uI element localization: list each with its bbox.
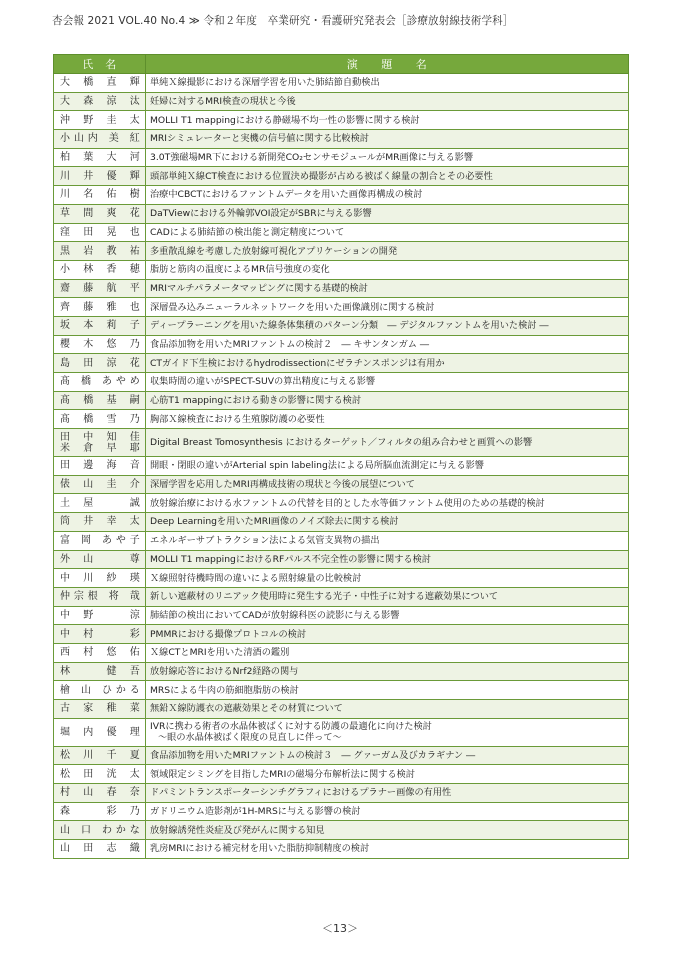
presentation-title-cell <box>146 429 629 457</box>
presentation-title-cell <box>146 167 629 186</box>
presentation-title-cell <box>146 681 629 700</box>
student-name: 西 村 悠 佑 <box>60 647 140 659</box>
student-name-cell <box>54 700 146 719</box>
presentation-title-cell <box>146 316 629 335</box>
student-name-cell <box>54 625 146 644</box>
student-name-cell <box>54 765 146 784</box>
presentation-table <box>53 54 629 859</box>
table-row <box>54 457 629 476</box>
presentation-title: PMMRにおける撮像プロトコルの検討 <box>150 628 307 640</box>
table-row <box>54 531 629 550</box>
student-name-cell <box>54 784 146 803</box>
presentation-title-cell <box>146 74 629 93</box>
student-name-cell <box>54 802 146 821</box>
table-row <box>54 74 629 93</box>
presentation-title: 3.0T強磁場MR下における新開発CO₂センサモジュールがMR画像に与える影響 <box>150 152 474 164</box>
table-header-row <box>54 55 629 74</box>
student-name: 坂 本 莉 子 <box>60 320 140 332</box>
presentation-title-cell <box>146 354 629 373</box>
presentation-title: 食品添加物を用いたMRIファントムの検討３ ― グァーガム及びカラギナン ― <box>150 750 476 762</box>
student-name-cell <box>54 316 146 335</box>
table-row <box>54 746 629 765</box>
student-name-cell <box>54 643 146 662</box>
presentation-title: 開眼・閉眼の違いがArterial spin labeling法による局所脳血流測定に与える影響 <box>150 460 484 472</box>
student-name-cell <box>54 531 146 550</box>
student-name-cell <box>54 242 146 261</box>
table-row <box>54 569 629 588</box>
presentation-title: MOLLI T1 mappingにおける静磁場不均一性の影響に関する検討 <box>150 114 420 126</box>
presentation-title-cell <box>146 204 629 223</box>
student-name: 齋 藤 航 平 <box>60 282 140 294</box>
table-row <box>54 279 629 298</box>
student-name: 古 家 稚 菜 <box>60 703 140 715</box>
table-row <box>54 223 629 242</box>
presentation-title-cell <box>146 606 629 625</box>
student-name: 米 倉 早 耶 <box>60 442 140 454</box>
presentation-title-cell <box>146 513 629 532</box>
student-name-cell <box>54 569 146 588</box>
presentation-title-cell <box>146 298 629 317</box>
presentation-title: Ｘ線CTとMRIを用いた清酒の鑑別 <box>150 647 290 659</box>
student-name-cell <box>54 167 146 186</box>
presentation-title: 多重散乱線を考慮した放射線可視化アプリケーションの開発 <box>150 245 398 257</box>
presentation-title-cell <box>146 457 629 476</box>
table-row <box>54 242 629 261</box>
student-name-cell <box>54 223 146 242</box>
column-header-title: 演 題 名 <box>146 55 629 74</box>
table-row <box>54 494 629 513</box>
student-name-cell <box>54 681 146 700</box>
student-name: 島 田 涼 花 <box>60 357 140 369</box>
presentation-title-cell <box>146 784 629 803</box>
presentation-title: Deep Learningを用いたMRI画像のノイズ除去に関する検討 <box>150 516 399 528</box>
presentation-title: Digital Breast Tomosynthesis におけるターゲット／フィルタの組み合わせと画質への影響 <box>150 437 533 449</box>
table-row <box>54 840 629 859</box>
table-row <box>54 373 629 392</box>
presentation-title-cell <box>146 373 629 392</box>
student-name-cell <box>54 74 146 93</box>
presentation-title: 単純Ｘ線撮影における深層学習を用いた肺結節自動検出 <box>150 77 380 89</box>
student-name-cell <box>54 204 146 223</box>
running-header: 杏会報 2021 VOL.40 No.4 ≫ 令和２年度 卒業研究・看護研究発表会［診療放射線技術学科］ <box>52 15 514 27</box>
student-name: 草 間 爽 花 <box>60 208 140 220</box>
presentation-title: 深層畳み込みニューラルネットワークを用いた画像識別に関する検討 <box>150 301 435 313</box>
presentation-title: 深層学習を応用したMRI再構成技術の現状と今後の展望について <box>150 479 415 491</box>
table-row <box>54 111 629 130</box>
student-name: 髙 橋 雪 乃 <box>60 413 140 425</box>
student-name-cell <box>54 279 146 298</box>
student-name: 髙 橋 基 嗣 <box>60 395 140 407</box>
table-row <box>54 513 629 532</box>
student-name: 中 野 涼 <box>60 609 140 621</box>
presentation-title: 放射線誘発性炎症及び発がんに関する知見 <box>150 824 325 836</box>
presentation-title: 治療中CBCTにおけるファントムデータを用いた画像再構成の検討 <box>150 189 423 201</box>
student-name-cell <box>54 821 146 840</box>
table-row <box>54 681 629 700</box>
student-name-cell <box>54 373 146 392</box>
student-name-cell <box>54 260 146 279</box>
table-row <box>54 662 629 681</box>
student-name-cell <box>54 130 146 149</box>
column-header-name: 氏 名 <box>54 55 146 74</box>
table-row <box>54 606 629 625</box>
table-row <box>54 718 629 746</box>
student-name: 仲宗根 将 哉 <box>60 591 140 603</box>
student-name-cell <box>54 92 146 111</box>
table-row <box>54 391 629 410</box>
student-name: 大 橋 直 輝 <box>60 77 140 89</box>
presentation-title: Ｘ線照射待機時間の違いによる照射線量の比較検討 <box>150 572 362 584</box>
presentation-title: IVRに携わる術者の水晶体被ばくに対する防護の最適化に向けた検討 <box>150 721 432 733</box>
student-name: 齊 藤 雅 也 <box>60 301 140 313</box>
presentation-title: 食品添加物を用いたMRIファントムの検討２ ― キサンタンガム ― <box>150 338 430 350</box>
table-body <box>54 74 629 859</box>
presentation-title-cell <box>146 494 629 513</box>
student-name: 林 健 吾 <box>60 665 140 677</box>
student-name: 黒 岩 教 祐 <box>60 245 140 257</box>
student-name-cell <box>54 494 146 513</box>
student-name-cell <box>54 840 146 859</box>
student-name: 櫻 木 悠 乃 <box>60 338 140 350</box>
presentation-title-cell <box>146 475 629 494</box>
table-row <box>54 765 629 784</box>
student-name-cell <box>54 429 146 457</box>
presentation-title-cell <box>146 130 629 149</box>
table-row <box>54 92 629 111</box>
presentation-title: 肺結節の検出においてCADが放射線科医の読影に与える影響 <box>150 609 400 621</box>
presentation-title-cell <box>146 260 629 279</box>
presentation-title-cell <box>146 242 629 261</box>
presentation-title: 領域限定シミングを目指したMRIの磁場分布解析法に関する検討 <box>150 768 415 780</box>
table-row <box>54 186 629 205</box>
presentation-title-cell <box>146 335 629 354</box>
student-name-cell <box>54 746 146 765</box>
student-name-cell <box>54 718 146 746</box>
student-name-cell <box>54 475 146 494</box>
presentation-title: ドパミントランスポーターシンチグラフィにおけるプラナー画像の有用性 <box>150 787 452 799</box>
presentation-title: 妊婦に対するMRI検査の現状と今後 <box>150 96 296 108</box>
presentation-title-cell <box>146 718 629 746</box>
page-number: ＜13＞ <box>322 922 358 935</box>
table-row <box>54 429 629 457</box>
presentation-title: 脂肪と筋肉の温度によるMR信号強度の変化 <box>150 264 330 276</box>
presentation-title-cell <box>146 587 629 606</box>
presentation-title-cell <box>146 410 629 429</box>
presentation-title: CADによる肺結節の検出能と測定精度について <box>150 226 345 238</box>
student-name: 堀 内 優 理 <box>60 726 140 738</box>
presentation-title: MOLLI T1 mappingにおけるRFパルス不完全性の影響に関する検討 <box>150 553 431 565</box>
table-row <box>54 335 629 354</box>
student-name: 川 名 佑 樹 <box>60 189 140 201</box>
student-name: 森 彩 乃 <box>60 806 140 818</box>
student-name-cell <box>54 606 146 625</box>
student-name-cell <box>54 457 146 476</box>
student-name-cell <box>54 148 146 167</box>
presentation-title-cell <box>146 821 629 840</box>
student-name: 檜 山 ひかる <box>60 684 140 696</box>
presentation-title-cell <box>146 111 629 130</box>
student-name: 土 屋 誠 <box>60 497 140 509</box>
table-row <box>54 260 629 279</box>
presentation-title: 無鉛Ｘ線防護衣の遮蔽効果とその材質について <box>150 703 343 715</box>
student-name: 中 村 彩 <box>60 628 140 640</box>
presentation-title-cell <box>146 569 629 588</box>
student-name-cell <box>54 513 146 532</box>
presentation-title: 心筋T1 mappingにおける動きの影響に関する検討 <box>150 395 362 407</box>
presentation-title: エネルギーサブトラクション法による気管支異物の描出 <box>150 535 380 547</box>
presentation-title-cell <box>146 765 629 784</box>
presentation-title-cell <box>146 840 629 859</box>
presentation-title: MRSによる牛肉の筋細胞脂肪の検討 <box>150 684 299 696</box>
presentation-title: MRIシミュレーターと実機の信号値に関する比較検討 <box>150 133 369 145</box>
student-name-cell <box>54 410 146 429</box>
table-row <box>54 316 629 335</box>
table-row <box>54 821 629 840</box>
presentation-title: 放射線応答におけるNrf2経路の関与 <box>150 665 299 677</box>
student-name-cell <box>54 662 146 681</box>
presentation-title-cell <box>146 279 629 298</box>
table-row <box>54 130 629 149</box>
presentation-title-cell <box>146 802 629 821</box>
student-name: 髙 橋 あやめ <box>60 376 140 388</box>
presentation-title-cell <box>146 746 629 765</box>
student-name: 川 井 優 輝 <box>60 170 140 182</box>
student-name-cell <box>54 587 146 606</box>
presentation-title: 収集時間の違いがSPECT-SUVの算出精度に与える影響 <box>150 376 376 388</box>
presentation-title-cell <box>146 223 629 242</box>
presentation-title: ディープラーニングを用いた線条体集積のパターン分類 ― デジタルファントムを用いた検討 ― <box>150 320 549 332</box>
table-row <box>54 475 629 494</box>
presentation-title: 〜眼の水晶体被ばく限度の見直しに伴って〜 <box>158 732 342 744</box>
student-name-cell <box>54 550 146 569</box>
student-name: 筒 井 幸 太 <box>60 516 140 528</box>
student-name-cell <box>54 391 146 410</box>
table-row <box>54 550 629 569</box>
table-row <box>54 410 629 429</box>
presentation-title: ガドリニウム造影剤が1H-MRSに与える影響の検討 <box>150 806 361 818</box>
table-row <box>54 148 629 167</box>
presentation-title: DaTViewにおける外輪郭VOI設定がSBRに与える影響 <box>150 208 372 220</box>
table-row <box>54 354 629 373</box>
student-name: 山 口 わかな <box>60 824 140 836</box>
table-row <box>54 802 629 821</box>
table-row <box>54 700 629 719</box>
student-name: 沖 野 圭 太 <box>60 114 140 126</box>
presentation-title-cell <box>146 531 629 550</box>
student-name: 小山内 美 紅 <box>60 133 140 145</box>
student-name: 村 山 春 奈 <box>60 787 140 799</box>
table-row <box>54 784 629 803</box>
student-name: 小 林 香 穂 <box>60 264 140 276</box>
student-name-cell <box>54 335 146 354</box>
presentation-title-cell <box>146 550 629 569</box>
presentation-title-cell <box>146 391 629 410</box>
student-name-cell <box>54 354 146 373</box>
presentation-title: 乳房MRIにおける補完材を用いた脂肪抑制精度の検討 <box>150 843 370 855</box>
table-row <box>54 167 629 186</box>
presentation-title: MRIマルチパラメータマッピングに関する基礎的検討 <box>150 282 368 294</box>
student-name-cell <box>54 111 146 130</box>
student-name-cell <box>54 186 146 205</box>
student-name: 田 邊 海 音 <box>60 460 140 472</box>
student-name: 外 山 尊 <box>60 553 140 565</box>
student-name: 富 岡 あや子 <box>60 535 140 547</box>
student-name: 山 田 志 織 <box>60 843 140 855</box>
presentation-title-cell <box>146 643 629 662</box>
student-name: 大 森 涼 汰 <box>60 96 140 108</box>
presentation-title-cell <box>146 700 629 719</box>
presentation-title: CTガイド下生検におけるhydrodissectionにゼラチンスポンジは有用か <box>150 357 445 369</box>
student-name-cell <box>54 298 146 317</box>
presentation-title: 放射線治療における水ファントムの代替を目的とした水等価ファントム使用のための基礎的検討 <box>150 497 545 509</box>
presentation-title-cell <box>146 148 629 167</box>
student-name: 柏 葉 大 河 <box>60 152 140 164</box>
presentation-title-cell <box>146 92 629 111</box>
student-name: 松 川 千 夏 <box>60 750 140 762</box>
table-row <box>54 587 629 606</box>
student-name: 中 川 紗 瑛 <box>60 572 140 584</box>
presentation-title: 新しい遮蔽材のリニアック使用時に発生する光子・中性子に対する遮蔽効果について <box>150 591 499 603</box>
table-row <box>54 625 629 644</box>
presentation-title-cell <box>146 662 629 681</box>
presentation-title-cell <box>146 625 629 644</box>
student-name: 松 田 洸 太 <box>60 768 140 780</box>
table-row <box>54 298 629 317</box>
table-row <box>54 204 629 223</box>
table-row <box>54 643 629 662</box>
student-name: 俵 山 圭 介 <box>60 479 140 491</box>
presentation-title-cell <box>146 186 629 205</box>
student-name: 窪 田 晃 也 <box>60 226 140 238</box>
presentation-title: 胸部Ｘ線検査における生殖腺防護の必要性 <box>150 413 325 425</box>
presentation-title: 頭部単純Ｘ線CT検査における位置決め撮影が占める被ばく線量の割合とその必要性 <box>150 170 493 182</box>
student-name: 田 中 知 佳 <box>60 431 140 443</box>
